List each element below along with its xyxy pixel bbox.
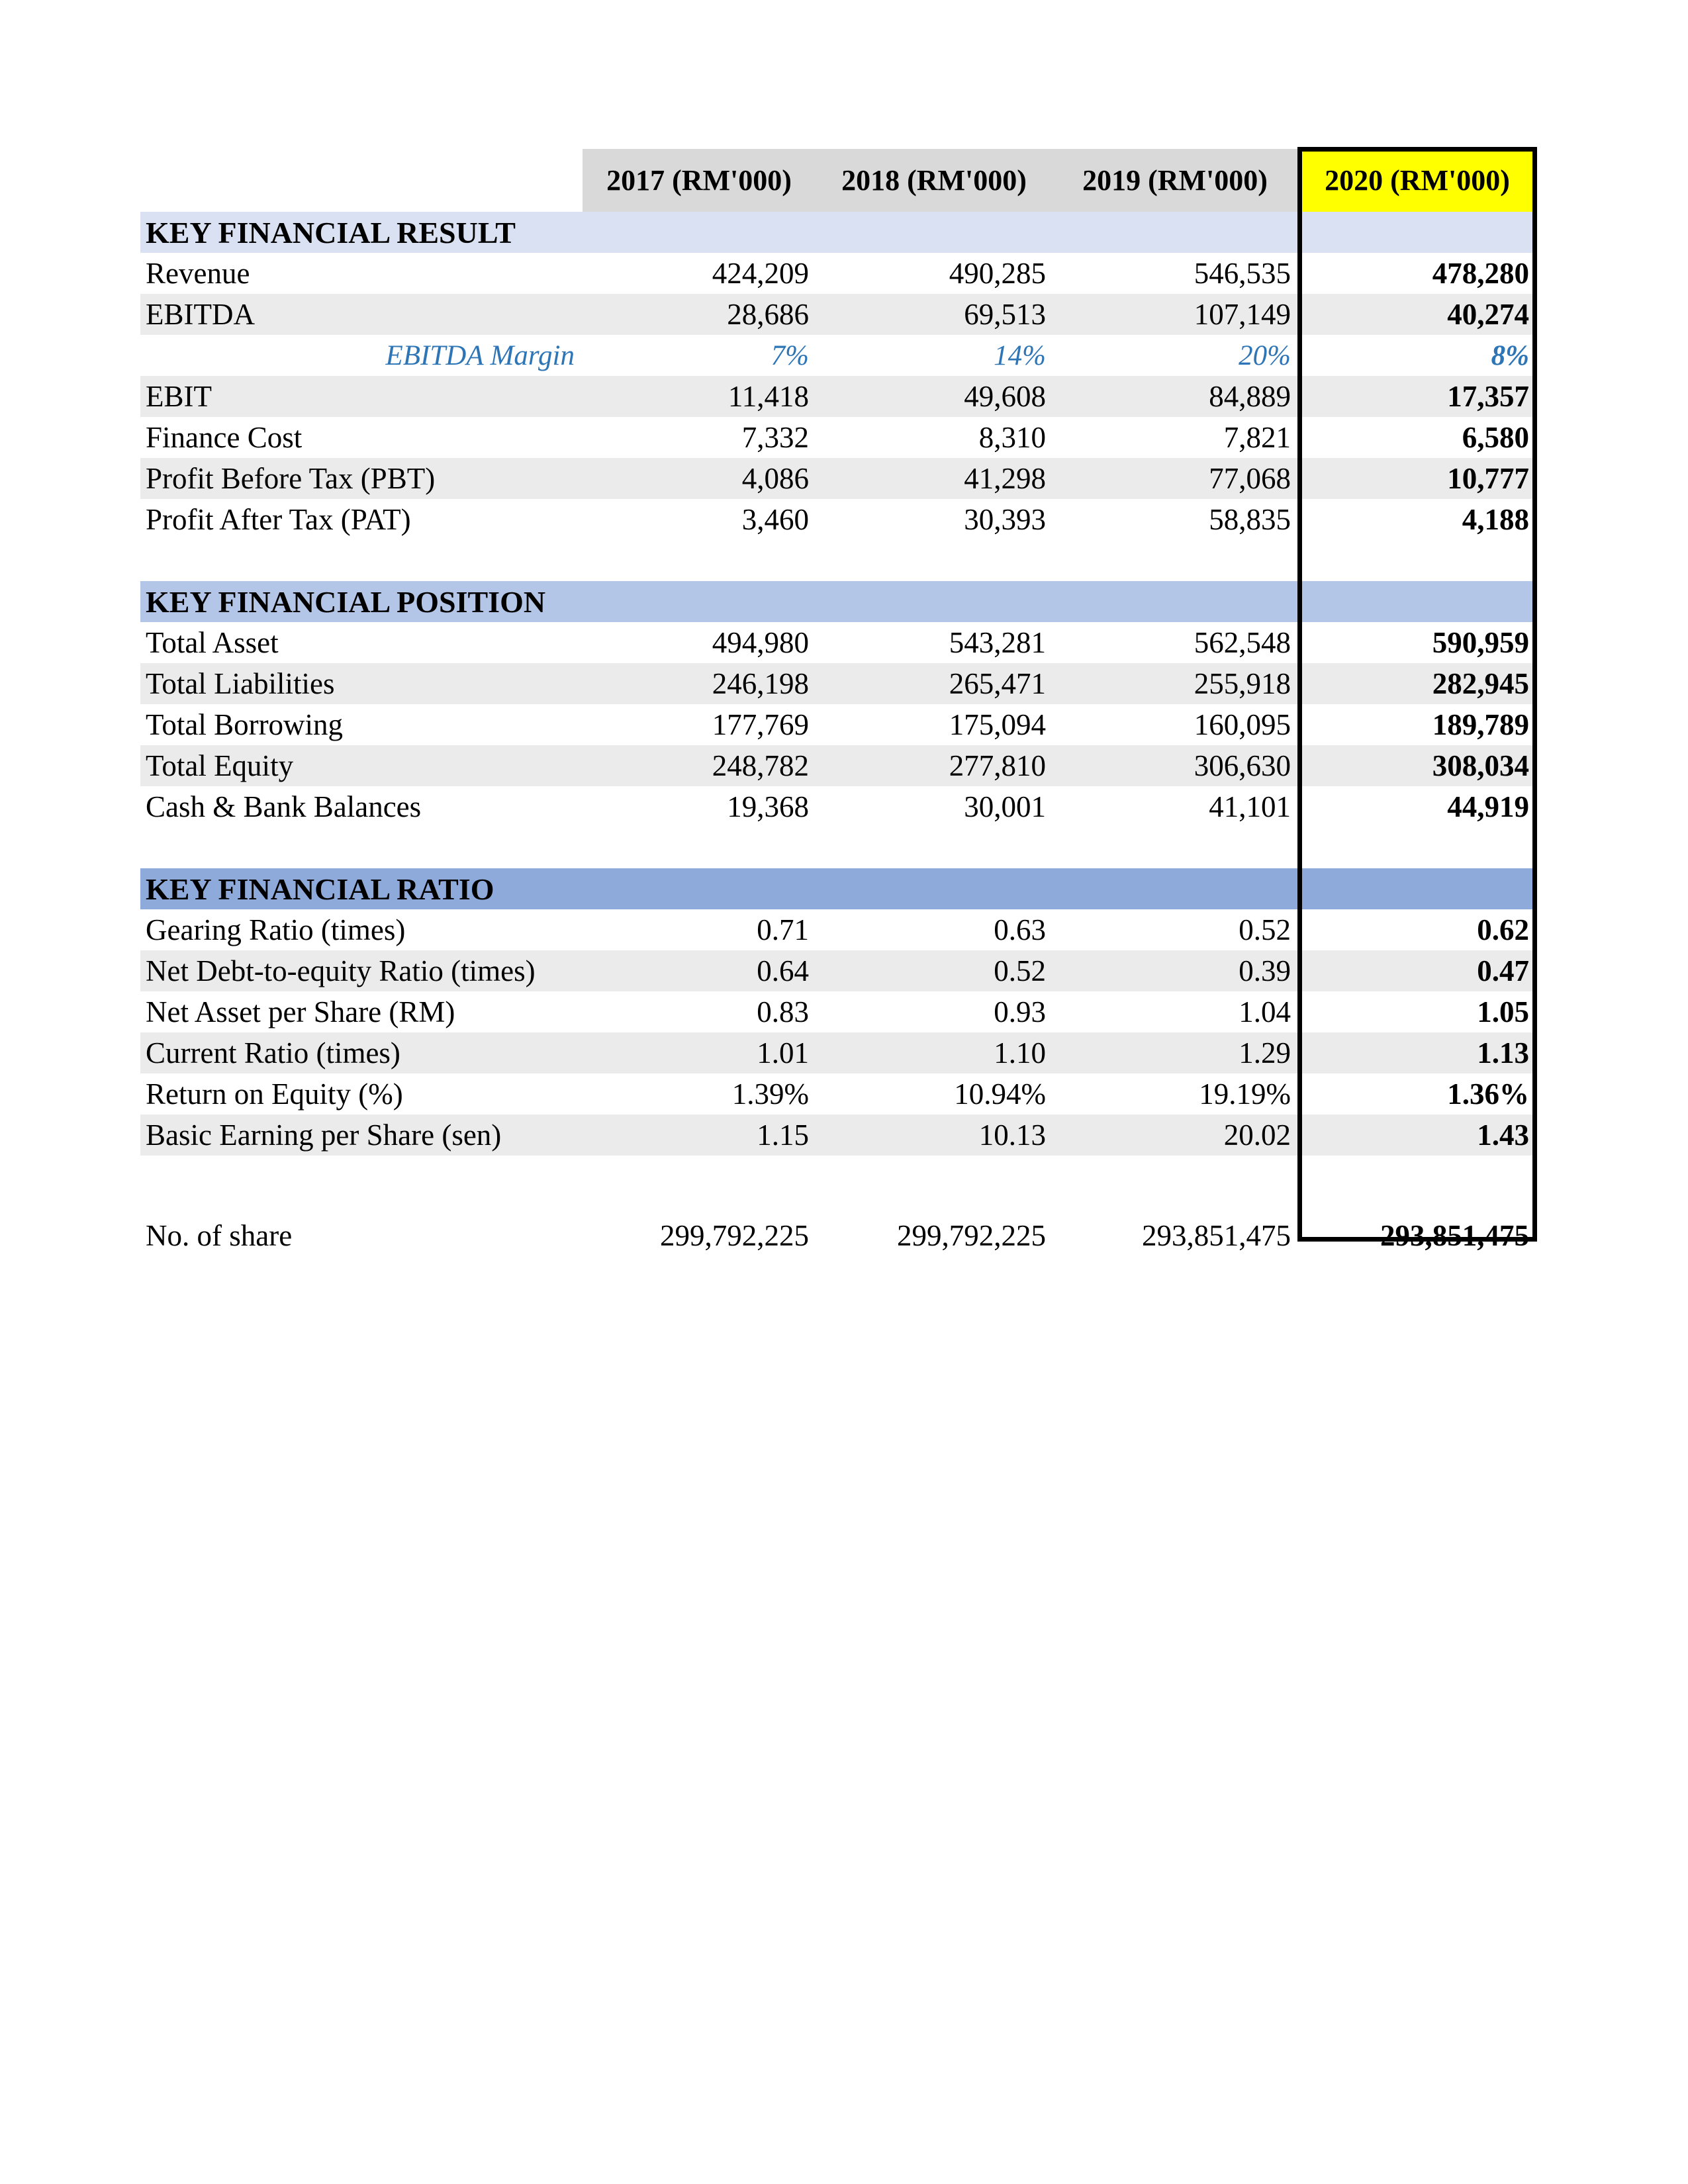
cell-2017: 246,198 [583, 663, 816, 704]
cell-2017: 28,686 [583, 294, 816, 335]
row-label: EBITDA [140, 294, 583, 335]
col-header-2018: 2018 (RM'000) [816, 149, 1053, 212]
row-label: Cash & Bank Balances [146, 790, 422, 823]
cell-2020: 0.62 [1477, 913, 1529, 946]
table-row [140, 1032, 1537, 1073]
cell-2018: 0.93 [994, 995, 1046, 1028]
cell-2019: 20% [1239, 340, 1291, 371]
cell-2020: 189,789 [1432, 708, 1529, 741]
section-title: KEY FINANCIAL POSITION [140, 581, 583, 622]
cell-2019: 107,149 [1053, 294, 1297, 335]
cell-2020: 1.43 [1297, 1115, 1537, 1156]
cell-2019: 7,821 [1223, 421, 1291, 454]
row-label: Current Ratio (times) [140, 1032, 583, 1073]
cell-2017: 4,086 [583, 458, 816, 499]
cell-2018: 0.63 [994, 913, 1046, 946]
cell-2019: 160,095 [1194, 708, 1291, 741]
section-header-financial-ratio [140, 868, 1537, 909]
cell-2017: 424,209 [712, 257, 809, 290]
cell-2018: 41,298 [816, 458, 1053, 499]
table-row-ebitda-margin [140, 335, 1537, 376]
cell-2019: 41,101 [1209, 790, 1291, 823]
cell-2019: 0.39 [1053, 950, 1297, 991]
cell-2018: 0.52 [816, 950, 1053, 991]
cell-2019: 1.29 [1053, 1032, 1297, 1073]
row-label: Total Asset [146, 626, 279, 659]
cell-2017: 177,769 [712, 708, 809, 741]
cell-2017: 494,980 [712, 626, 809, 659]
cell-2019: 77,068 [1053, 458, 1297, 499]
cell-2017: 1.01 [583, 1032, 816, 1073]
cell-2018: 10.94% [954, 1077, 1046, 1111]
cell-2020: 10,777 [1297, 458, 1537, 499]
cell-2020: 308,034 [1297, 745, 1537, 786]
col-header-2019: 2019 (RM'000) [1053, 149, 1297, 212]
cell-2018: 1.10 [816, 1032, 1053, 1073]
cell-2019: 58,835 [1209, 503, 1291, 536]
table-row [140, 704, 1537, 745]
table-row [140, 950, 1537, 991]
table-row [140, 294, 1537, 335]
cell-2018: 265,471 [816, 663, 1053, 704]
table-row [140, 1073, 1537, 1115]
cell-2020: 293,851,475 [1380, 1219, 1529, 1252]
table-row [140, 622, 1537, 663]
spacer [140, 1156, 1537, 1215]
row-label: Gearing Ratio (times) [146, 913, 406, 946]
table-row [140, 1115, 1537, 1156]
cell-2018: 8,310 [978, 421, 1046, 454]
cell-2018: 30,393 [964, 503, 1046, 536]
table-row [140, 909, 1537, 950]
cell-2020: 4,188 [1462, 503, 1529, 536]
cell-2017: 299,792,225 [660, 1219, 809, 1252]
cell-2017: 0.83 [757, 995, 809, 1028]
cell-2019: 306,630 [1053, 745, 1297, 786]
cell-2019: 1.04 [1239, 995, 1291, 1028]
spacer [140, 827, 1537, 868]
cell-2017: 7% [771, 340, 809, 371]
table-row [140, 499, 1537, 540]
cell-2019: 19.19% [1199, 1077, 1291, 1111]
row-label: EBIT [140, 376, 583, 417]
cell-2017: 11,418 [583, 376, 816, 417]
cell-2020: 44,919 [1447, 790, 1529, 823]
cell-2020: 1.36% [1447, 1077, 1529, 1111]
cell-2020: 6,580 [1462, 421, 1529, 454]
row-label: Return on Equity (%) [146, 1077, 403, 1111]
section-title: KEY FINANCIAL RATIO [140, 868, 583, 909]
cell-2019: 255,918 [1053, 663, 1297, 704]
table-row [140, 458, 1537, 499]
header-blank [140, 149, 583, 212]
row-label: Total Equity [140, 745, 583, 786]
row-label: Net Debt-to-equity Ratio (times) [140, 950, 583, 991]
cell-2017: 19,368 [727, 790, 809, 823]
cell-2017: 3,460 [741, 503, 809, 536]
cell-2019: 20.02 [1053, 1115, 1297, 1156]
cell-2019: 562,548 [1194, 626, 1291, 659]
row-label: Total Liabilities [140, 663, 583, 704]
row-label: Profit After Tax (PAT) [146, 503, 411, 536]
cell-2018: 175,094 [949, 708, 1046, 741]
cell-2017: 7,332 [741, 421, 809, 454]
spacer [140, 540, 1537, 581]
row-label: EBITDA Margin [385, 340, 575, 371]
row-label: Total Borrowing [146, 708, 344, 741]
section-title: KEY FINANCIAL RESULT [140, 212, 583, 253]
table-row [140, 376, 1537, 417]
cell-2018: 69,513 [816, 294, 1053, 335]
table-row [140, 745, 1537, 786]
cell-2020: 1.13 [1297, 1032, 1537, 1073]
cell-2018: 490,285 [949, 257, 1046, 290]
row-label: Net Asset per Share (RM) [146, 995, 455, 1028]
table-row [140, 991, 1537, 1032]
col-header-2017: 2017 (RM'000) [583, 149, 816, 212]
header-row [140, 149, 1537, 212]
cell-2017: 1.15 [583, 1115, 816, 1156]
cell-2020: 282,945 [1297, 663, 1537, 704]
cell-2017: 0.71 [757, 913, 809, 946]
row-label: No. of share [146, 1219, 293, 1252]
section-header-financial-result [140, 212, 1537, 253]
table-row [140, 417, 1537, 458]
cell-2018: 14% [994, 340, 1046, 371]
cell-2019: 546,535 [1194, 257, 1291, 290]
table-row-shares [140, 1215, 1537, 1256]
cell-2018: 277,810 [816, 745, 1053, 786]
cell-2017: 248,782 [583, 745, 816, 786]
cell-2019: 293,851,475 [1142, 1219, 1291, 1252]
cell-2018: 543,281 [949, 626, 1046, 659]
cell-2019: 84,889 [1053, 376, 1297, 417]
section-header-financial-position [140, 581, 1537, 622]
cell-2020: 40,274 [1297, 294, 1537, 335]
cell-2020: 0.47 [1297, 950, 1537, 991]
cell-2020: 1.05 [1477, 995, 1529, 1028]
cell-2020: 17,357 [1297, 376, 1537, 417]
cell-2017: 0.64 [583, 950, 816, 991]
cell-2018: 30,001 [964, 790, 1046, 823]
cell-2018: 49,608 [816, 376, 1053, 417]
cell-2017: 1.39% [731, 1077, 809, 1111]
financial-summary-table [140, 149, 1537, 1256]
row-label: Profit Before Tax (PBT) [140, 458, 583, 499]
cell-2018: 299,792,225 [897, 1219, 1046, 1252]
row-label: Revenue [146, 257, 250, 290]
cell-2020: 590,959 [1432, 626, 1529, 659]
col-header-2020: 2020 (RM'000) [1297, 149, 1537, 212]
cell-2019: 0.52 [1239, 913, 1291, 946]
row-label: Finance Cost [146, 421, 303, 454]
cell-2020: 8% [1491, 340, 1529, 371]
table-row [140, 786, 1537, 827]
cell-2020: 478,280 [1432, 257, 1529, 290]
table-row [140, 663, 1537, 704]
row-label: Basic Earning per Share (sen) [140, 1115, 583, 1156]
cell-2018: 10.13 [816, 1115, 1053, 1156]
table-row [140, 253, 1537, 294]
